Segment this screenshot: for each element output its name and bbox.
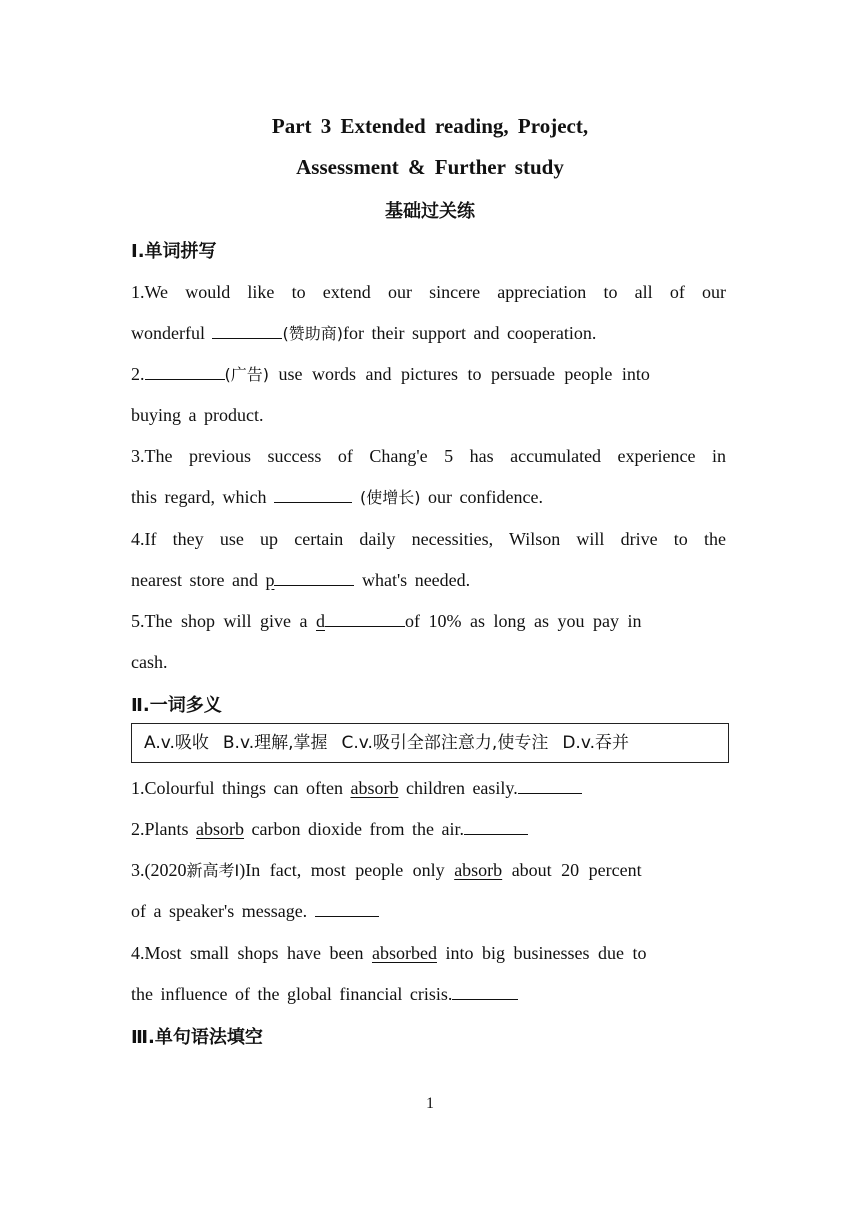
page-subtitle: 基础过关练 bbox=[385, 201, 475, 222]
s1-q3-line-b bbox=[131, 485, 726, 510]
s2-q2-line bbox=[131, 817, 726, 841]
answer-blank[interactable] bbox=[145, 362, 225, 380]
s1-q4-text: nearest store and bbox=[131, 570, 266, 590]
s1-q4-line-a: 4.If they use up certain daily necessities, Wilson will drive to the bbox=[131, 529, 726, 549]
s2-q3-text: )In fact, most people only bbox=[239, 860, 455, 880]
s2-q3-source: 新高考Ⅰ bbox=[186, 861, 240, 880]
page-title-line-2: Assessment & Further study bbox=[296, 155, 564, 179]
s2-q4-line-a bbox=[131, 941, 726, 965]
s1-q5-line-b: cash. bbox=[131, 652, 168, 672]
answer-blank[interactable] bbox=[452, 982, 518, 1000]
s1-q3-hint: (使增长) bbox=[351, 488, 421, 507]
s1-q2-line-b: buying a product. bbox=[131, 405, 264, 425]
option-a: A.v.吸收 bbox=[144, 733, 209, 753]
option-c: C.v.吸引全部注意力,使专注 bbox=[341, 733, 549, 753]
answer-blank[interactable] bbox=[464, 817, 528, 835]
s2-q3-keyword: absorb bbox=[454, 860, 503, 880]
s2-q3-text-end: about 20 percent bbox=[502, 860, 642, 880]
answer-blank[interactable] bbox=[274, 485, 352, 503]
s2-q1-line bbox=[131, 776, 726, 800]
s2-q1-text: 1.Colourful things can often bbox=[131, 778, 351, 798]
s1-q1-text: wonderful bbox=[131, 323, 213, 343]
page-title-line-1: Part 3 Extended reading, Project, bbox=[271, 114, 589, 138]
option-d: D.v.吞并 bbox=[562, 733, 629, 753]
s1-q1-line-b bbox=[131, 321, 726, 346]
s2-q4-text: 4.Most small shops have been bbox=[131, 943, 372, 963]
s2-q3-text-2: of a speaker's message. bbox=[131, 901, 315, 921]
s1-q4-first-letter: p bbox=[265, 570, 275, 590]
s1-q1-hint: (赞助商) bbox=[282, 324, 343, 343]
s1-q5-line-a bbox=[131, 609, 726, 633]
s2-q2-keyword: absorb bbox=[196, 819, 245, 839]
answer-blank[interactable] bbox=[518, 776, 582, 794]
s2-q3-num: 3.(2020 bbox=[131, 860, 187, 880]
meanings-box bbox=[131, 723, 729, 763]
section-2-heading: Ⅱ.一词多义 bbox=[131, 695, 222, 716]
s1-q2-num: 2. bbox=[131, 364, 145, 384]
s1-q5-text-end: of 10% as long as you pay in bbox=[404, 611, 642, 631]
s2-q1-keyword: absorb bbox=[350, 778, 399, 798]
s1-q2-hint: (广告) bbox=[224, 365, 269, 384]
s2-q4-text-end: into big businesses due to bbox=[436, 943, 647, 963]
s2-q4-line-b bbox=[131, 982, 726, 1006]
s1-q4-text-end: what's needed. bbox=[354, 570, 471, 590]
page-number: 1 bbox=[426, 1095, 434, 1112]
s1-q4-line-b bbox=[131, 568, 726, 592]
answer-blank[interactable] bbox=[274, 568, 354, 586]
option-b: B.v.理解,掌握 bbox=[222, 733, 328, 753]
s1-q1-text-end: for their support and cooperation. bbox=[342, 323, 597, 343]
s1-q2-line-a bbox=[131, 362, 726, 387]
s2-q1-text-end: children easily. bbox=[398, 778, 518, 798]
s2-q2-text-end: carbon dioxide from the air. bbox=[244, 819, 464, 839]
s2-q3-line-a bbox=[131, 858, 726, 883]
s1-q1-line-a: 1.We would like to extend our sincere appreciation to all of our bbox=[131, 282, 726, 302]
s1-q3-line-a: 3.The previous success of Chang'e 5 has accumulated experience in bbox=[131, 446, 726, 466]
s1-q5-first-letter: d bbox=[315, 611, 325, 631]
s1-q2-text: use words and pictures to persuade people into bbox=[269, 364, 650, 384]
s2-q2-text: 2.Plants bbox=[131, 819, 197, 839]
s2-q4-text-2: the influence of the global financial crisis. bbox=[131, 984, 453, 1004]
answer-blank[interactable] bbox=[212, 321, 282, 339]
section-3-heading: Ⅲ.单句语法填空 bbox=[131, 1027, 263, 1048]
s2-q4-keyword: absorbed bbox=[371, 943, 437, 963]
section-1-heading: Ⅰ.单词拼写 bbox=[131, 241, 217, 262]
s1-q5-text: 5.The shop will give a bbox=[131, 611, 316, 631]
s1-q3-text: this regard, which bbox=[131, 487, 274, 507]
answer-blank[interactable] bbox=[325, 609, 405, 627]
s1-q3-text-end: our confidence. bbox=[420, 487, 543, 507]
s2-q3-line-b bbox=[131, 899, 726, 923]
answer-blank[interactable] bbox=[315, 899, 379, 917]
